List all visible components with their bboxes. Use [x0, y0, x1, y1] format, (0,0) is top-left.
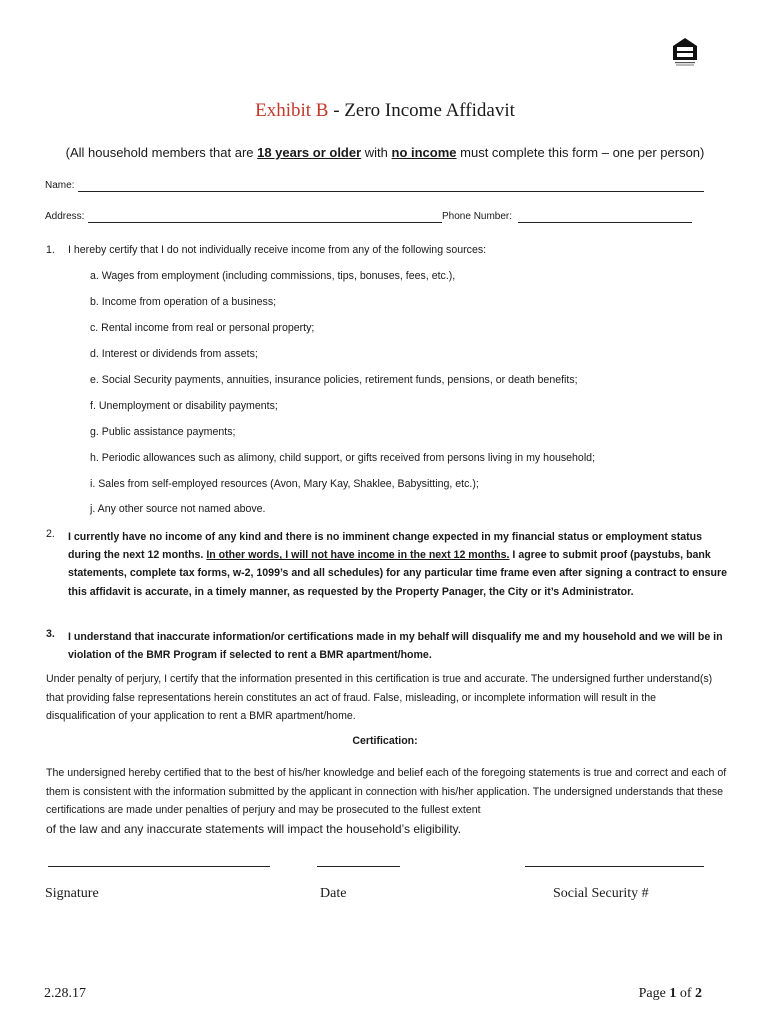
signature-label: Signature	[45, 886, 99, 901]
ssn-field[interactable]	[525, 866, 704, 867]
title-rest: - Zero Income Affidavit	[328, 100, 515, 121]
certification-heading: Certification:	[352, 735, 418, 747]
address-label: Address:	[45, 211, 85, 222]
subtitle-age-emphasis: 18 years or older	[257, 145, 362, 160]
income-source-item: b. Income from operation of a business;	[90, 296, 277, 308]
page-mid: of	[676, 986, 695, 1001]
equal-housing-opportunity-icon	[672, 36, 698, 68]
income-source-item: f. Unemployment or disability payments;	[90, 400, 278, 412]
name-field[interactable]	[78, 191, 704, 192]
section-3-number: 3.	[46, 628, 55, 640]
subtitle-part: (All household members that are	[65, 145, 258, 160]
name-label: Name:	[45, 180, 75, 191]
income-source-item: h. Periodic allowances such as alimony, child support, or gifts received from persons living in my household;	[90, 452, 596, 464]
section-3-text: I understand that inaccurate information/or certifications made in my behalf will disqualify me and my household and we will be in violation of the BMR Program if selected to rent a BMR apartment/home.	[68, 631, 723, 662]
income-source-item: j. Any other source not named above.	[90, 503, 266, 515]
income-source-item: e. Social Security payments, annuities, insurance policies, retirement funds, pensions, or death benefits;	[90, 374, 578, 386]
subtitle-part: must complete this form – one per person)	[456, 145, 705, 160]
phone-label: Phone Number:	[442, 211, 513, 222]
section-2-text	[68, 528, 728, 601]
income-source-item: a. Wages from employment (including commissions, tips, bonuses, fees, etc.),	[90, 270, 456, 282]
phone-field[interactable]	[518, 222, 692, 223]
title-exhibit: Exhibit B	[255, 100, 329, 121]
ssn-label: Social Security #	[553, 886, 649, 901]
page-number	[620, 986, 702, 1002]
page-prefix: Page	[638, 986, 670, 1001]
income-source-item: d. Interest or dividends from assets;	[90, 348, 258, 360]
page-total: 2	[695, 986, 702, 1001]
section-2-number: 2.	[46, 528, 55, 540]
signature-field[interactable]	[48, 866, 270, 867]
section-2-part: I agree to submit proof (paystubs, bank statements, complete tax forms, w-2, 1099’s and all schedules) for any particular time frame even after signing a contract to ensure this affidavit is accurate, in a timely manner, as requested by the Property Panager, the City or it’s Administrator.	[68, 549, 727, 598]
subtitle-income-emphasis: no income	[391, 145, 457, 160]
perjury-statement: Under penalty of perjury, I certify that the information presented in this certification is true and accurate. The undersigned further understand(s) that providing false representations herein constitutes an act of fraud. False, misleading, or incomplete information will result in the disqualification of your application to rent a BMR apartment/home.	[46, 673, 713, 722]
certification-body: The undersigned hereby certified that to the best of his/her knowledge and belief each of the foregoing statements is true and correct and each of them is consistent with the information submitted by the applicant in connection with his/her application. The undersigned understands that these certifications are made under penalties of perjury and may be prosecuted to the fullest extent	[46, 767, 727, 816]
certification-text	[46, 764, 736, 839]
subtitle	[40, 145, 730, 160]
income-source-item: c. Rental income from real or personal property;	[90, 322, 315, 334]
footer-date: 2.28.17	[44, 986, 86, 1001]
section-1-number: 1.	[46, 244, 55, 256]
subtitle-part: with	[361, 145, 392, 160]
address-field[interactable]	[88, 222, 442, 223]
section-2-part: I currently have no income of any kind and there is no imminent change expected in my financial status or employment status during the next 12 months.	[68, 531, 703, 562]
section-2-emphasis: In other words, I will not have income in the next 12 months.	[206, 549, 510, 562]
date-field[interactable]	[317, 866, 400, 867]
income-source-item: i. Sales from self-employed resources (Avon, Mary Kay, Shaklee, Babysitting, etc.);	[90, 478, 479, 490]
certification-last-line: of the law and any inaccurate statements will impact the household’s eligibility.	[46, 821, 462, 836]
page-title	[0, 100, 770, 122]
income-source-item: g. Public assistance payments;	[90, 426, 236, 438]
page-current: 1	[669, 986, 677, 1001]
section-1-intro: I hereby certify that I do not individually receive income from any of the following sources:	[68, 244, 487, 256]
date-label: Date	[320, 886, 347, 901]
